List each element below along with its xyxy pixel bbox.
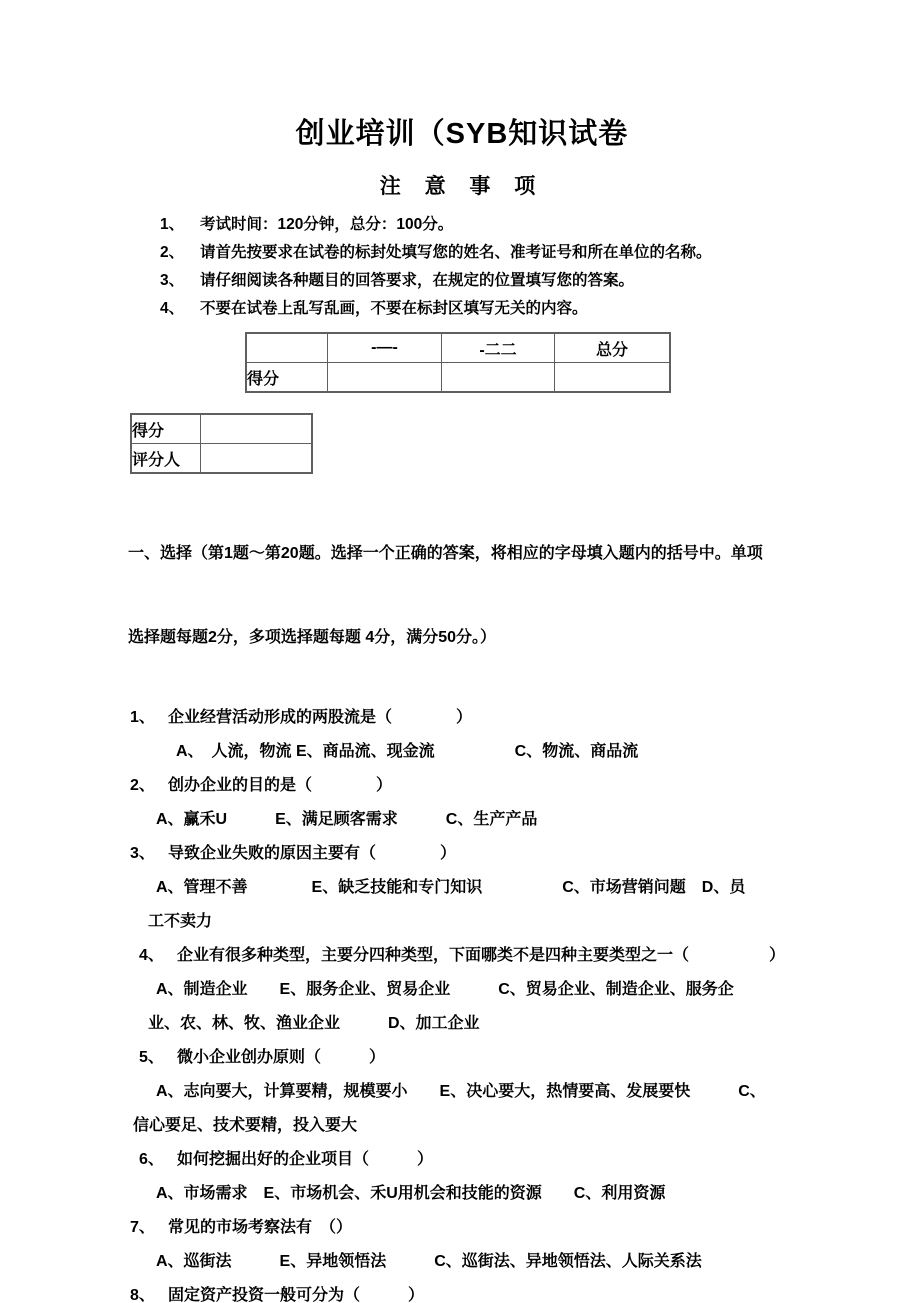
score-cell-section2 (442, 363, 555, 393)
section-heading-line-1: 一、选择（第1题～第20题。选择一个正确的答案，将相应的字母填入题内的括号中。单项 (128, 545, 763, 562)
grader-table-grader-row (131, 444, 312, 474)
question-6-options: A、市场需求 E、市场机会、禾U用机会和技能的资源 C、利用资源 (156, 1185, 666, 1202)
notice-text: 请仔细阅读各种题目的回答要求，在规定的位置填写您的答案。 (200, 272, 635, 289)
notice-number: 2、 (160, 244, 185, 261)
question-4-number: 4、 (139, 947, 164, 964)
notice-list (128, 215, 796, 318)
question-1-text: 企业经营活动形成的两股流是（ ） (168, 709, 473, 726)
grader-table-score-row (131, 414, 312, 444)
notice-number: 4、 (160, 300, 185, 317)
question-3-number: 3、 (130, 845, 155, 862)
notice-number: 3、 (160, 272, 185, 289)
question-5-options: A、志向要大，计算要精，规模要小 E、决心要大，热情要高、发展要快 C、 (156, 1083, 766, 1100)
question-8-text: 固定资产投资一般可分为（ ） (168, 1287, 425, 1303)
score-table-corner-cell (246, 333, 328, 363)
question-5 (139, 1048, 796, 1067)
notice-item-2 (160, 243, 796, 262)
notice-heading: 注 意 事 项 (379, 175, 545, 198)
question-5-text: 微小企业创办原则（ ） (177, 1049, 386, 1066)
question-5-number: 5、 (139, 1049, 164, 1066)
question-7-text: 常见的市场考察法有 （） (168, 1219, 353, 1236)
question-6 (139, 1150, 796, 1169)
score-table-total-header: 总分 (555, 333, 671, 363)
question-3-options: A、管理不善 E、缺乏技能和专门知识 C、市场营销问题 D、员 (156, 879, 746, 896)
question-4-options-continued: 业、农、林、牧、渔业企业 D、加工企业 (148, 1015, 480, 1032)
score-summary-table (245, 332, 671, 393)
grader-score-label: 得分 (131, 414, 201, 444)
section-one-heading (128, 484, 796, 708)
grader-score-value (201, 414, 313, 444)
page-title: 创业培训（SYB知识试卷 (295, 118, 629, 150)
question-6-number: 6、 (139, 1151, 164, 1168)
score-table-section1-header: -—- (328, 333, 442, 363)
question-1-number: 1、 (130, 709, 155, 726)
grader-name-value (201, 444, 313, 474)
question-4 (139, 946, 796, 965)
grader-name-label: 评分人 (131, 444, 201, 474)
score-table-header-row (246, 333, 670, 363)
question-2 (130, 776, 796, 795)
question-3 (130, 844, 796, 863)
grader-score-table (130, 413, 313, 474)
question-2-number: 2、 (130, 777, 155, 794)
score-cell-section1 (328, 363, 442, 393)
notice-item-3 (160, 271, 796, 290)
score-table-section2-header: -二二 (442, 333, 555, 363)
question-7 (130, 1218, 796, 1237)
section-heading-line-2: 选择题每题2分，多项选择题每题 4分，满分50分。） (128, 629, 497, 646)
question-7-options: A、巡街法 E、异地领悟法 C、巡街法、异地领悟法、人际关系法 (156, 1253, 702, 1270)
notice-text: 不要在试卷上乱写乱画，不要在标封区填写无关的内容。 (200, 300, 588, 317)
score-table-score-row (246, 363, 670, 393)
question-5-options-continued: 信心要足、技术要精，投入要大 (133, 1117, 358, 1134)
notice-number: 1、 (160, 216, 185, 233)
question-3-options-continued: 工不卖力 (148, 913, 213, 930)
question-6-text: 如何挖掘出好的企业项目（ ） (177, 1151, 434, 1168)
notice-text: 考试时间：120分钟，总分：100分。 (200, 216, 454, 233)
notice-text: 请首先按要求在试卷的标封处填写您的姓名、准考证号和所在单位的名称。 (200, 244, 712, 261)
question-4-options: A、制造企业 E、服务企业、贸易企业 C、贸易企业、制造企业、服务企 (156, 981, 734, 998)
question-1 (130, 708, 796, 727)
score-cell-total (555, 363, 671, 393)
question-2-text: 创办企业的目的是（ ） (168, 777, 393, 794)
question-3-text: 导致企业失败的原因主要有（ ） (168, 845, 457, 862)
question-8 (130, 1286, 796, 1303)
question-8-number: 8、 (130, 1287, 155, 1303)
question-4-text: 企业有很多种类型，主要分四种类型，下面哪类不是四种主要类型之一（ ） (177, 947, 786, 964)
question-7-number: 7、 (130, 1219, 155, 1236)
score-row-label: 得分 (246, 363, 328, 393)
question-2-options: A、赢禾U E、满足顾客需求 C、生产产品 (156, 811, 538, 828)
notice-item-4 (160, 299, 796, 318)
notice-item-1 (160, 215, 796, 234)
question-1-options: A、 人流，物流 E、商品流、现金流 C、物流、商品流 (176, 743, 639, 760)
